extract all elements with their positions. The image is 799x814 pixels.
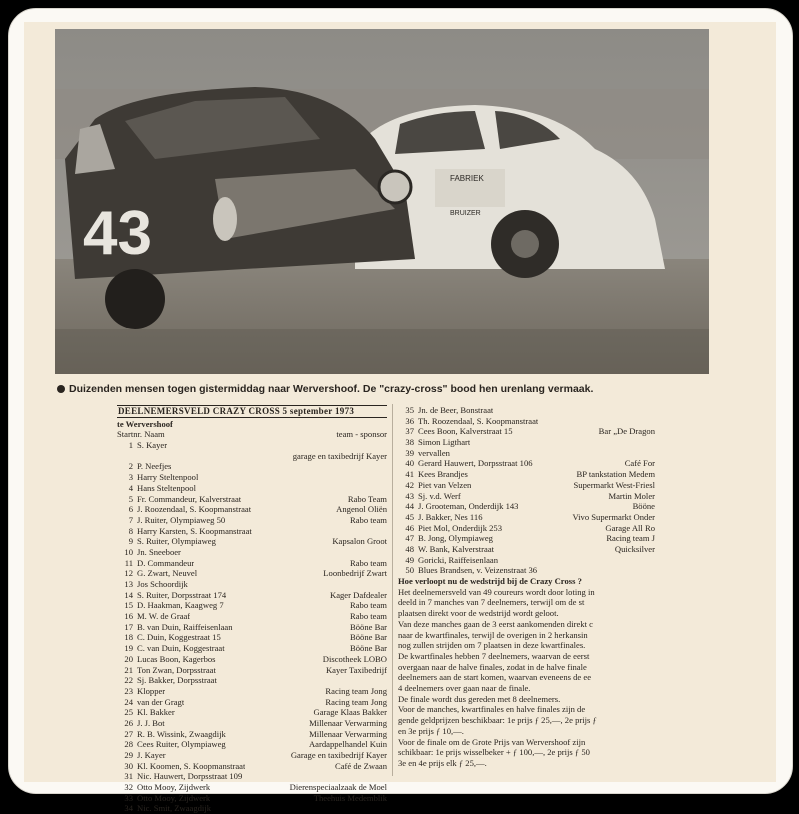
participant-entry <box>117 686 165 697</box>
start-number: 22 <box>124 675 133 686</box>
participant-name: C. Duin, Koggestraat 15 <box>137 632 221 643</box>
participant-name: Kl. Koomen, S. Koopmanstraat <box>137 760 246 771</box>
participant-row <box>117 526 387 537</box>
participant-entry <box>117 803 211 814</box>
team-sponsor <box>651 555 655 566</box>
start-number: 8 <box>128 525 133 536</box>
participant-entry <box>117 526 252 537</box>
participant-row <box>398 448 655 459</box>
participant-row <box>117 515 387 526</box>
start-number: 38 <box>405 437 414 448</box>
start-number: 32 <box>124 782 133 793</box>
header-team-sponsor: team - sponsor <box>336 429 387 440</box>
team-sponsor: Café For <box>624 458 655 469</box>
participant-entry <box>117 739 226 750</box>
table-title: DEELNEMERSVELD CRAZY CROSS 5 september 1973 <box>117 405 387 418</box>
participant-name: S. Kayer <box>137 440 168 451</box>
participant-name: J. Ruiter, Olympiaweg 50 <box>137 514 226 525</box>
team-sponsor: Loonbedrijf Zwart <box>323 568 387 579</box>
team-sponsor: Rabo team <box>350 557 387 568</box>
start-number: 37 <box>405 426 414 437</box>
participant-row <box>117 590 387 601</box>
participant-name: Klopper <box>137 685 166 696</box>
team-sponsor: garage en taxibedrijf Kayer <box>292 450 387 461</box>
participant-row <box>398 458 655 469</box>
start-number: 25 <box>124 707 133 718</box>
start-number: 10 <box>124 546 133 557</box>
participants-column-right <box>398 405 655 769</box>
team-sponsor <box>651 405 655 416</box>
team-sponsor <box>383 483 387 494</box>
start-number: 28 <box>124 739 133 750</box>
participant-name: Jn. Sneeboer <box>137 546 181 557</box>
start-number: 46 <box>405 522 414 533</box>
participant-name: Jn. de Beer, Bonstraat <box>418 405 494 415</box>
howto-line: 3e en 4e prijs elk ƒ 25,—. <box>398 757 487 768</box>
participant-row <box>117 611 387 622</box>
participant-name: J. Bakker, Nes 116 <box>418 511 483 522</box>
howto-line: De finale wordt dus gereden met 8 deelnemers. <box>398 693 561 704</box>
howto-line: deelnemers aan de start komen, waarvan eveneens de ee <box>398 672 592 683</box>
participant-row <box>117 643 387 654</box>
team-sponsor: Supermarkt West-Friesl <box>573 479 655 490</box>
participant-entry <box>117 771 242 782</box>
participant-row <box>117 579 387 590</box>
participant-name: Goricki, Raiffeisenlaan <box>418 554 499 565</box>
participant-row <box>117 483 387 494</box>
team-sponsor: Kapsalon Groot <box>332 536 387 547</box>
team-sponsor: Bar „De Dragon <box>598 426 655 437</box>
participant-row <box>117 718 387 729</box>
participant-entry <box>117 440 167 451</box>
participant-row <box>398 555 655 566</box>
howto-line: De kwartfinales hebben 7 deelnemers, waarvan de eerst <box>398 650 590 661</box>
team-sponsor: Bööne Bar <box>350 632 387 643</box>
participant-row <box>117 686 387 697</box>
participant-entry <box>117 536 216 547</box>
participant-entry <box>398 555 498 566</box>
caption-text: Duizenden mensen togen gistermiddag naar Wervershoof. De "crazy-cross" bood hen urenlang vermaak. <box>69 383 594 395</box>
start-number: 9 <box>128 536 133 547</box>
howto-line: Van deze manches gaan de 3 eerst aankomenden direkt c <box>398 618 593 629</box>
participant-name: Kl. Bakker <box>137 707 175 718</box>
participant-row <box>117 504 387 515</box>
participant-entry <box>117 718 165 729</box>
participant-row <box>117 654 387 665</box>
howto-line: deeld in 7 manches van 7 deelnemers, terwijl om de st <box>398 597 585 608</box>
participant-entry <box>117 611 190 622</box>
participant-row <box>117 750 387 761</box>
participant-row <box>117 782 387 793</box>
participant-name: vervallen <box>418 447 450 458</box>
participant-entry <box>117 579 188 590</box>
participant-name: van der Gragt <box>137 696 185 707</box>
team-sponsor: Bööne <box>632 501 655 512</box>
participant-entry <box>117 761 245 772</box>
participant-entry <box>117 782 210 793</box>
participant-entry <box>117 750 166 761</box>
start-number: 45 <box>405 511 414 522</box>
team-sponsor: Aardappelhandel Kuin <box>308 739 387 750</box>
participant-name: Fr. Commandeur, Kalverstraat <box>137 493 242 504</box>
start-number: 15 <box>124 600 133 611</box>
team-sponsor: Rabo Team <box>347 493 387 504</box>
caption-bullet-icon <box>57 385 65 393</box>
start-number: 19 <box>124 643 133 654</box>
participant-row <box>117 739 387 750</box>
participant-row <box>117 697 387 708</box>
participant-name: Lucas Boon, Kagerbos <box>137 653 216 664</box>
howto-line: gende geldprijzen beschikbaar: 1e prijs ƒ 25,—, 2e prijs ƒ <box>398 715 597 726</box>
participant-row <box>398 533 655 544</box>
participant-row <box>117 472 387 483</box>
start-number: 50 <box>405 565 414 576</box>
start-number: 7 <box>128 514 133 525</box>
participant-name: S. Ruiter, Olympiaweg <box>137 536 216 547</box>
participant-name: Otto Mooy, Zijdwerk <box>137 782 211 793</box>
participant-row <box>117 622 387 633</box>
start-number: 20 <box>124 653 133 664</box>
start-number: 2 <box>128 461 133 472</box>
column-divider <box>392 404 393 776</box>
participant-name: Kees Brandjes <box>418 469 468 480</box>
participant-name: Blues Brandsen, v. Veizenstraat 36 <box>418 565 538 576</box>
start-number: 1 <box>128 440 133 451</box>
team-sponsor: Kager Dafdealer <box>329 589 387 600</box>
participant-name: Sj. v.d. Werf <box>418 490 461 501</box>
team-sponsor: BP tankstation Medem <box>576 469 655 480</box>
participant-row <box>117 461 387 472</box>
team-sponsor <box>383 440 387 451</box>
team-sponsor: Angenol Oliën <box>336 504 387 515</box>
participant-entry <box>398 512 483 523</box>
participant-name: Ton Zwan, Dorpsstraat <box>137 664 216 675</box>
participant-name: G. Zwart, Neuvel <box>137 568 198 579</box>
team-sponsor: Café de Zwaan <box>334 760 387 771</box>
team-sponsor: Rabo team <box>350 600 387 611</box>
team-sponsor: Racing team Jong <box>325 685 387 696</box>
participant-name: P. Neefjes <box>137 461 172 472</box>
participant-entry <box>117 793 210 804</box>
participants-column-left <box>117 405 387 814</box>
participant-entry <box>398 437 470 448</box>
participant-entry <box>398 501 518 512</box>
participant-entry <box>117 547 181 558</box>
start-number: 12 <box>124 568 133 579</box>
race-photo <box>55 29 709 374</box>
participant-name: S. Ruiter, Dorpsstraat 174 <box>137 589 227 600</box>
participant-name: Harry Karsten, S. Koopmanstraat <box>137 525 252 536</box>
start-number: 48 <box>405 543 414 554</box>
participant-row <box>398 523 655 534</box>
participant-name: Piet van Velzen <box>418 479 472 490</box>
team-sponsor: Bööne Bar <box>350 643 387 654</box>
participant-row <box>117 440 387 451</box>
team-sponsor: Racing team Jong <box>325 696 387 707</box>
start-number: 34 <box>124 803 133 814</box>
participant-name: Cees Ruiter, Olympiaweg <box>137 739 226 750</box>
participant-name: Th. Roozendaal, S. Koopmanstraat <box>418 415 539 426</box>
start-number: 44 <box>405 501 414 512</box>
team-sponsor <box>383 675 387 686</box>
participant-name: Sj. Bakker, Dorpsstraat <box>137 675 217 686</box>
howto-line: naar de kwartfinales, terwijl de overigen in 2 herkansin <box>398 629 588 640</box>
start-number: 36 <box>405 415 414 426</box>
participant-row <box>117 761 387 772</box>
start-number: 49 <box>405 554 414 565</box>
team-sponsor: Martin Moler <box>608 490 655 501</box>
door-text-2: BRUIZER <box>450 210 481 217</box>
participant-row <box>398 512 655 523</box>
participant-entry <box>117 558 194 569</box>
participant-row <box>117 451 387 462</box>
start-number: 3 <box>128 472 133 483</box>
participant-row <box>117 494 387 505</box>
participant-entry <box>117 707 175 718</box>
start-number: 39 <box>405 447 414 458</box>
participant-name: Otto Mooy, Zijdwerk <box>137 792 211 803</box>
howto-paragraph <box>398 587 655 769</box>
participant-name: W. Bank, Kalverstraat <box>418 543 495 554</box>
team-sponsor: Quicksilver <box>614 543 655 554</box>
participant-row <box>398 416 655 427</box>
team-sponsor <box>383 803 387 814</box>
team-sponsor <box>383 579 387 590</box>
door-text-1: FABRIEK <box>450 174 484 183</box>
participant-entry <box>398 491 461 502</box>
participant-entry <box>398 565 537 576</box>
howto-line: nog zullen strijden om 7 plaatsen in deze kwartfinales. <box>398 640 586 651</box>
team-sponsor: Bööne Bar <box>350 621 387 632</box>
team-sponsor: Kayer Taxibedrijf <box>325 664 387 675</box>
participant-entry <box>398 416 538 427</box>
participant-row <box>117 600 387 611</box>
participant-entry <box>398 426 513 437</box>
participant-entry <box>117 504 251 515</box>
participant-entry <box>117 643 225 654</box>
participant-name: D. Commandeur <box>137 557 195 568</box>
participant-entry <box>398 523 502 534</box>
participant-name: Jos Schoordijk <box>137 579 188 590</box>
team-sponsor: Millenaar Verwarming <box>309 717 387 728</box>
header-startnr-name: Startnr. Naam <box>117 429 165 440</box>
team-sponsor <box>651 448 655 459</box>
participant-row <box>398 491 655 502</box>
participant-name: J. Grooteman, Onderdijk 143 <box>418 501 519 512</box>
participant-name: D. Haakman, Kaagweg 7 <box>137 600 224 611</box>
team-sponsor: Millenaar Verwarming <box>309 728 387 739</box>
start-number: 4 <box>128 482 133 493</box>
howto-title: Hoe verloopt nu de wedstrijd bij de Crazy Cross ? <box>398 576 582 586</box>
participant-entry <box>117 697 184 708</box>
start-number: 29 <box>124 750 133 761</box>
participant-name: R. B. Wissink, Zwaagdijk <box>137 728 226 739</box>
start-number: 42 <box>405 479 414 490</box>
participant-name: B. Jong, Olympiaweg <box>418 533 493 544</box>
start-number: 26 <box>124 717 133 728</box>
participant-name: Cees Boon, Kalverstraat 15 <box>418 426 513 437</box>
participant-name: Nic. Hauwert, Dorpsstraat 109 <box>137 771 243 782</box>
start-number: 11 <box>124 557 133 568</box>
team-sponsor: Garage All Ro <box>605 522 655 533</box>
start-number: 41 <box>405 469 414 480</box>
participant-row <box>398 501 655 512</box>
participant-entry <box>117 654 216 665</box>
start-number: 30 <box>124 760 133 771</box>
participant-row <box>117 771 387 782</box>
participant-entry <box>398 533 493 544</box>
participant-row <box>398 437 655 448</box>
participant-entry <box>117 590 226 601</box>
participant-entry <box>117 494 241 505</box>
howto-line: 4 deelnemers over gaan naar de finale. <box>398 683 531 694</box>
participant-entry <box>117 665 216 676</box>
participant-entry <box>117 600 224 611</box>
participant-entry <box>117 461 171 472</box>
team-sponsor <box>383 771 387 782</box>
participant-row <box>117 729 387 740</box>
participant-row <box>117 665 387 676</box>
team-sponsor: Dierenspeciaalzaak de Moel <box>289 782 387 793</box>
participant-row <box>398 565 655 576</box>
start-number: 23 <box>124 685 133 696</box>
participant-name: B. van Duin, Raiffeisenlaan <box>137 621 233 632</box>
participant-row <box>398 405 655 416</box>
participant-name: J. J. Bot <box>137 717 165 728</box>
participant-entry <box>117 622 233 633</box>
participant-row <box>117 568 387 579</box>
participant-row <box>398 480 655 491</box>
start-number: 21 <box>124 664 133 675</box>
participant-name: Gerard Hauwert, Dorpsstraat 106 <box>418 458 533 469</box>
crashed-cars-illustration <box>55 29 709 374</box>
participant-entry <box>117 729 226 740</box>
car-number: 43 <box>83 199 152 268</box>
start-number: 40 <box>405 458 414 469</box>
participant-row <box>117 707 387 718</box>
participant-entry <box>398 458 533 469</box>
start-number: 13 <box>124 579 133 590</box>
team-sponsor <box>651 416 655 427</box>
table-header-row <box>117 429 387 440</box>
participant-row <box>117 632 387 643</box>
participant-row <box>117 547 387 558</box>
start-number: 24 <box>124 696 133 707</box>
howto-line: Voor de manches, kwartfinales en halve finales zijn de <box>398 704 586 715</box>
howto-line: Voor de finale om de Grote Prijs van Wervershoof zijn <box>398 736 586 747</box>
start-number: 43 <box>405 490 414 501</box>
participant-row <box>398 544 655 555</box>
participant-name: C. van Duin, Koggestraat <box>137 643 225 654</box>
table-location: te Wervershoof <box>117 418 173 429</box>
participant-entry <box>117 568 197 579</box>
participant-entry <box>117 675 217 686</box>
participant-entry <box>117 483 196 494</box>
participant-row <box>117 793 387 804</box>
team-sponsor: Vivo Supermarkt Onder <box>572 511 655 522</box>
howto-line: schikbaar: 1e prijs wisselbeker + ƒ 100,—, 2e prijs ƒ 50 <box>398 747 590 758</box>
participant-entry <box>117 451 137 462</box>
participant-entry <box>117 472 198 483</box>
team-sponsor <box>383 526 387 537</box>
start-number: 33 <box>124 792 133 803</box>
participant-row <box>117 675 387 686</box>
howto-line: en 3e prijs ƒ 10,—. <box>398 725 464 736</box>
participant-name: Simon Ligthart <box>418 437 471 448</box>
participant-entry <box>398 469 468 480</box>
team-sponsor <box>383 472 387 483</box>
start-number: 31 <box>124 771 133 782</box>
participant-entry <box>398 448 450 459</box>
start-number: 14 <box>124 589 133 600</box>
howto-line: plaatsen direkt voor de wedstrijd wordt geloot. <box>398 608 559 619</box>
participant-name: M. W. de Graaf <box>137 611 191 622</box>
team-sponsor: Rabo team <box>350 514 387 525</box>
participants-list-right <box>398 405 655 576</box>
start-number: 5 <box>128 493 133 504</box>
participant-entry <box>398 405 493 416</box>
howto-line: overgaan naar de halve finales, zodat in de halve finale <box>398 661 587 672</box>
team-sponsor: Garage en taxibedrijf Kayer <box>290 750 387 761</box>
team-sponsor: Discotheek LOBO <box>322 653 387 664</box>
start-number: 47 <box>405 533 414 544</box>
participant-row <box>117 803 387 814</box>
participants-list-left <box>117 440 387 814</box>
participant-name: Hans Steltenpool <box>137 482 196 493</box>
team-sponsor <box>651 565 655 576</box>
start-number: 16 <box>124 611 133 622</box>
participant-name: Piet Mol, Onderdijk 253 <box>418 522 503 533</box>
participant-entry <box>398 544 494 555</box>
team-sponsor <box>383 461 387 472</box>
participant-name: J. Roozendaal, S. Koopmanstraat <box>137 504 252 515</box>
participant-entry <box>398 480 471 491</box>
start-number: 6 <box>128 504 133 515</box>
team-sponsor <box>651 437 655 448</box>
team-sponsor: Garage Klaas Bakker <box>313 707 387 718</box>
participant-name: Harry Steltenpool <box>137 472 199 483</box>
start-number: 27 <box>124 728 133 739</box>
participant-row <box>398 426 655 437</box>
start-number: 17 <box>124 621 133 632</box>
participant-name: Nic. Smit, Zwaagdijk <box>137 803 211 814</box>
team-sponsor <box>383 547 387 558</box>
participant-row <box>117 536 387 547</box>
participant-row <box>117 558 387 569</box>
team-sponsor: Racing team J <box>606 533 655 544</box>
participant-name: J. Kayer <box>137 750 166 761</box>
participant-entry <box>117 632 221 643</box>
start-number: 35 <box>405 405 414 415</box>
photo-caption <box>57 383 707 395</box>
howto-line: Het deelnemersveld van 49 coureurs wordt door loting in <box>398 586 595 597</box>
participant-entry <box>117 515 225 526</box>
team-sponsor: Theehuis Medemblik <box>313 792 387 803</box>
participant-row <box>398 469 655 480</box>
team-sponsor: Rabo team <box>350 611 387 622</box>
start-number: 18 <box>124 632 133 643</box>
